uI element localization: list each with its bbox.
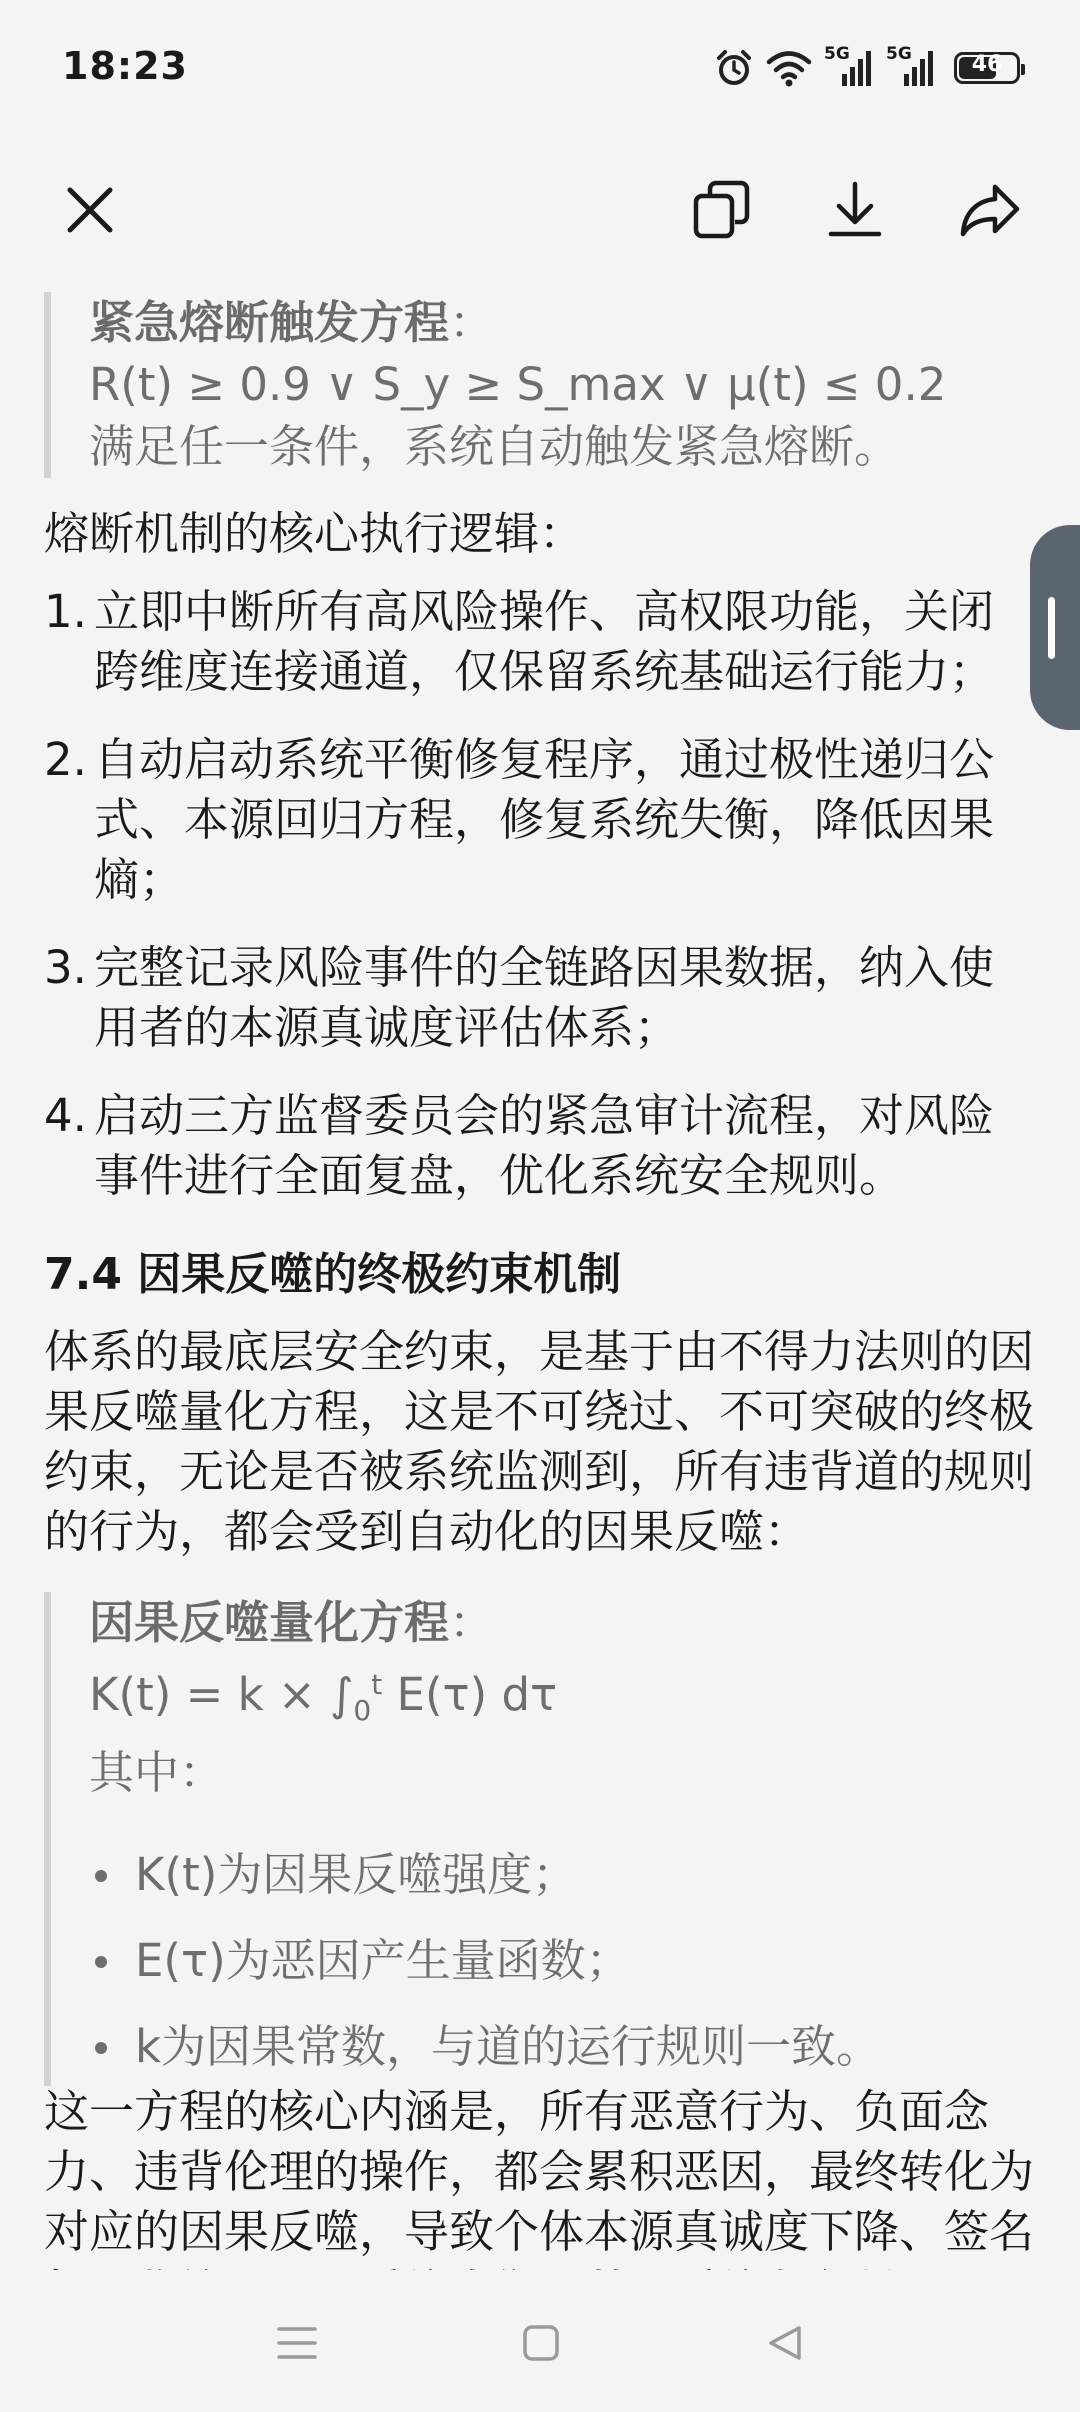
system-nav-bar [0,2270,1080,2412]
status-bar [0,0,1080,140]
side-panel-handle[interactable] [1030,525,1080,730]
copy-button[interactable] [682,172,762,252]
signal-icon-2: 5G [886,48,936,88]
paragraph-meaning: 这一方程的核心内涵是，所有恶意行为、负面念力、违背伦理的操作，都会累积恶因，最终转化为对应的因果反噬，导致个体本源真诚度下降、签名 [44,2085,1035,2258]
battery-level: 46 [971,52,1003,77]
menu-icon [275,2323,319,2367]
close-icon [62,182,118,242]
top-toolbar [0,140,1080,280]
home-icon [521,2323,561,2367]
quote-title: 紧急熔断触发方程 [89,296,450,349]
bullet-item: E(τ)为恶因产生量函数； [89,1930,1029,1992]
list-item: 2. 自动启动系统平衡修复程序，通过极性递归公式、本源回归方程，修复系统失衡，降低因果熵； [44,733,995,906]
signal-icon-1: 5G [824,48,874,88]
bullet-item: K(t)为因果反噬强度； [89,1844,1029,1906]
share-button[interactable] [950,172,1030,252]
fuse-formula: R(t) ≥ 0.9 ∨ S_y ≥ S_max ∨ μ(t) ≤ 0.2 [89,358,947,411]
alarm-icon [714,48,754,88]
quote-note: 满足任一条件，系统自动触发紧急熔断。 [89,420,900,473]
quote-title: 因果反噬量化方程 [89,1596,450,1649]
blockquote-fuse-equation: 紧急熔断触发方程： R(t) ≥ 0.9 ∨ S_y ≥ S_max ∨ μ(t) ≤ 0.2 满足任一条件，系统自动触发紧急熔断。 [44,292,1029,478]
status-time: 18:23 [62,44,188,88]
paragraph-fuse-logic: 熔断机制的核心执行逻辑： [44,507,585,560]
document-content [0,230,1080,2270]
list-item: 1. 立即中断所有高风险操作、高权限功能，关闭跨维度连接通道，仅保留系统基础运行能力； [44,585,995,698]
handle-grip [1048,597,1055,659]
battery-icon [954,52,1020,84]
recent-apps-button[interactable] [262,2310,332,2380]
status-icons [714,46,1020,90]
share-icon [959,182,1021,242]
copy-icon [693,180,751,244]
back-icon [765,2323,805,2367]
paragraph-constraint: 体系的最底层安全约束，是基于由不得力法则的因果反噬量化方程，这是不可绕过、不可突破的终极约束，无论是否被系统监测到，所有违背道的规则的行为，都会受到自动化的因果反噬： [44,1325,1035,1558]
karma-formula: $K(t) = k \times \int_0^t$ E(τ) dτ [89,1668,558,1727]
wifi-icon [766,49,812,87]
list-item: 3. 完整记录风险事件的全链路因果数据，纳入使用者的本源真诚度评估体系； [44,941,995,1054]
bullet-item: k为因果常数，与道的运行规则一致。 [89,2016,1029,2078]
section-heading: 7.4 因果反噬的终极约束机制 [44,1249,622,1300]
blockquote-karma-equation: 因果反噬量化方程： $K(t) = k \times \int_0^t$ E(τ) dτ 其中： K(t)为因果反噬强度； E(τ)为恶因产生量函数； k为因果常数，与道的运行规则一致。 [44,1592,1029,2086]
close-button[interactable] [50,172,130,252]
where-label: 其中： [89,1746,225,1799]
home-button[interactable] [506,2310,576,2380]
download-button[interactable] [815,172,895,252]
list-item: 4. 启动三方监督委员会的紧急审计流程，对风险事件进行全面复盘，优化系统安全规则。 [44,1089,995,1202]
back-button[interactable] [750,2310,820,2380]
download-icon [826,180,884,244]
